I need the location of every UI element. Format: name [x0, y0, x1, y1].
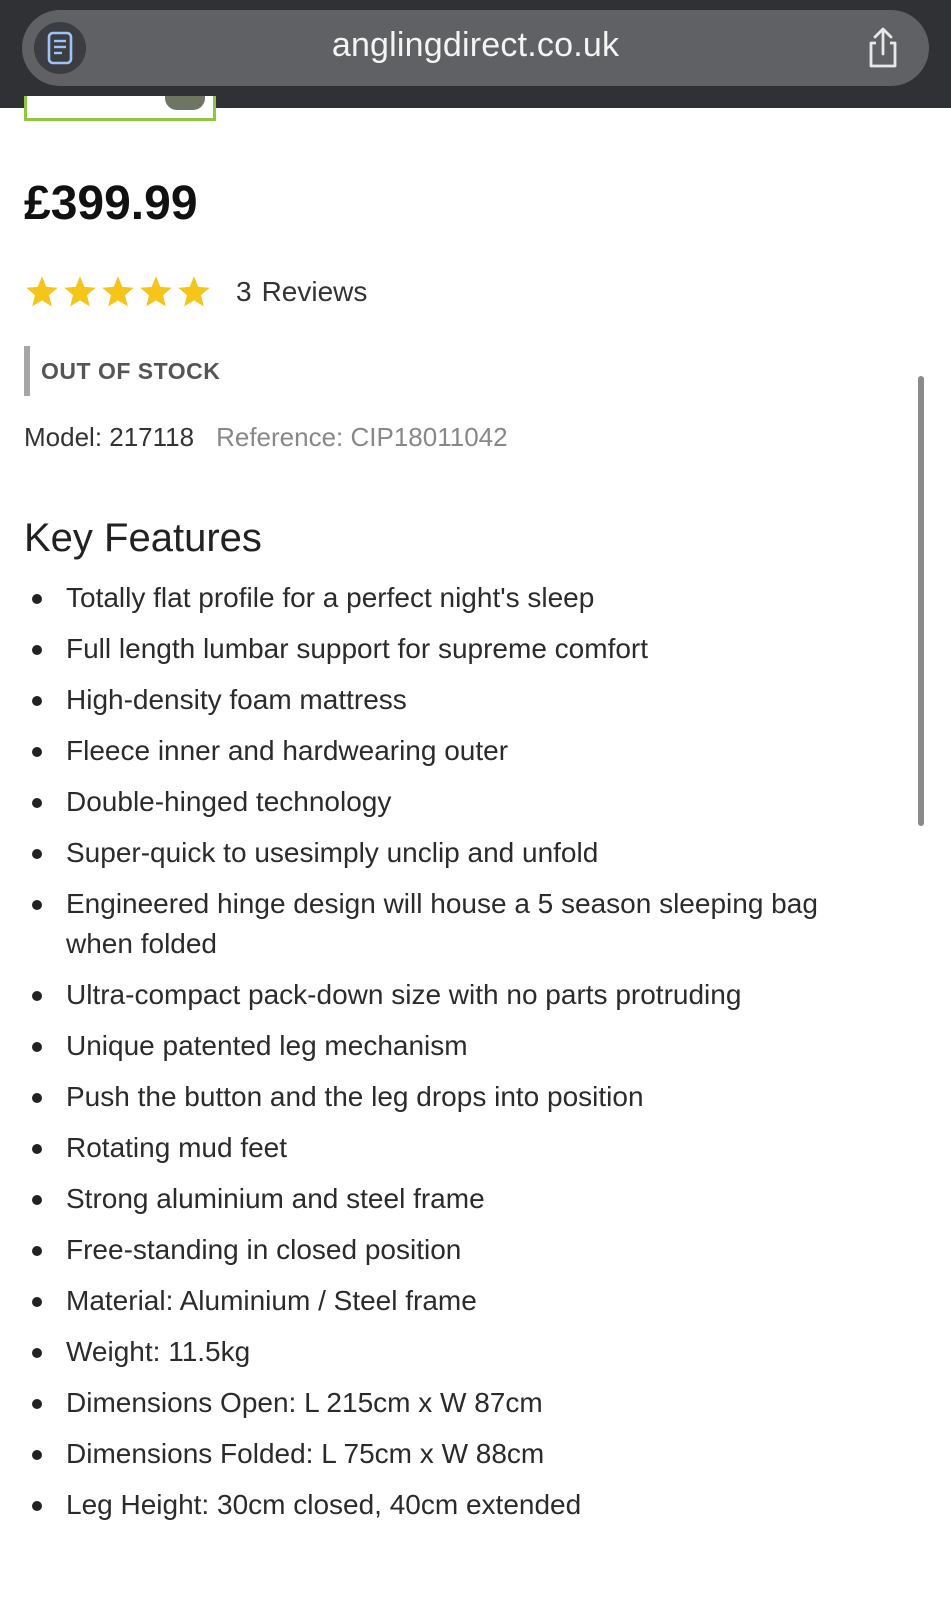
star-icon: [62, 274, 98, 310]
share-icon: [864, 27, 902, 69]
rating-summary[interactable]: [24, 272, 367, 312]
star-rating: [24, 274, 214, 310]
feature-item: Super-quick to usesimply unclip and unfold: [24, 833, 884, 873]
feature-item: Push the button and the leg drops into position: [24, 1077, 884, 1117]
review-count[interactable]: [236, 276, 367, 308]
feature-item: Material: Aluminium / Steel frame: [24, 1281, 884, 1321]
browser-top-bar: [0, 0, 951, 108]
review-count-label: Reviews: [261, 276, 368, 307]
star-icon: [138, 274, 174, 310]
stock-status-text: OUT OF STOCK: [41, 357, 221, 384]
key-features-heading: Key Features: [24, 516, 262, 560]
feature-item: Ultra-compact pack-down size with no parts protruding: [24, 975, 884, 1015]
feature-item: Strong aluminium and steel frame: [24, 1179, 884, 1219]
stock-status: [24, 346, 220, 396]
page-scrollbar[interactable]: [918, 376, 924, 826]
feature-item: Leg Height: 30cm closed, 40cm extended: [24, 1485, 884, 1525]
product-price: £399.99: [24, 177, 198, 230]
feature-item: Free-standing in closed position: [24, 1230, 884, 1270]
product-thumbnail[interactable]: [24, 96, 216, 121]
model-number: Model: 217118: [24, 422, 195, 452]
feature-item: Dimensions Open: L 215cm x W 87cm: [24, 1383, 884, 1423]
product-meta: [24, 422, 508, 453]
reference-number: Reference: CIP18011042: [216, 422, 508, 452]
review-count-number: 3: [236, 276, 252, 307]
feature-item: Unique patented leg mechanism: [24, 1026, 884, 1066]
feature-item: Rotating mud feet: [24, 1128, 884, 1168]
feature-item: Full length lumbar support for supreme comfort: [24, 629, 884, 669]
feature-item: Weight: 11.5kg: [24, 1332, 884, 1372]
key-features-list: [24, 578, 884, 1536]
share-button[interactable]: [861, 25, 905, 71]
url-text[interactable]: anglingdirect.co.uk: [331, 26, 620, 64]
star-icon: [100, 274, 136, 310]
feature-item: High-density foam mattress: [24, 680, 884, 720]
feature-item: Totally flat profile for a perfect night's sleep: [24, 578, 884, 618]
thumbnail-image-fragment: [165, 96, 205, 110]
feature-item: Fleece inner and hardwearing outer: [24, 731, 884, 771]
feature-item: Double-hinged technology: [24, 782, 884, 822]
feature-item: Engineered hinge design will house a 5 season sleeping bag when folded: [24, 884, 884, 964]
star-icon: [176, 274, 212, 310]
feature-item: Dimensions Folded: L 75cm x W 88cm: [24, 1434, 884, 1474]
star-icon: [24, 274, 60, 310]
address-bar[interactable]: [22, 10, 929, 86]
